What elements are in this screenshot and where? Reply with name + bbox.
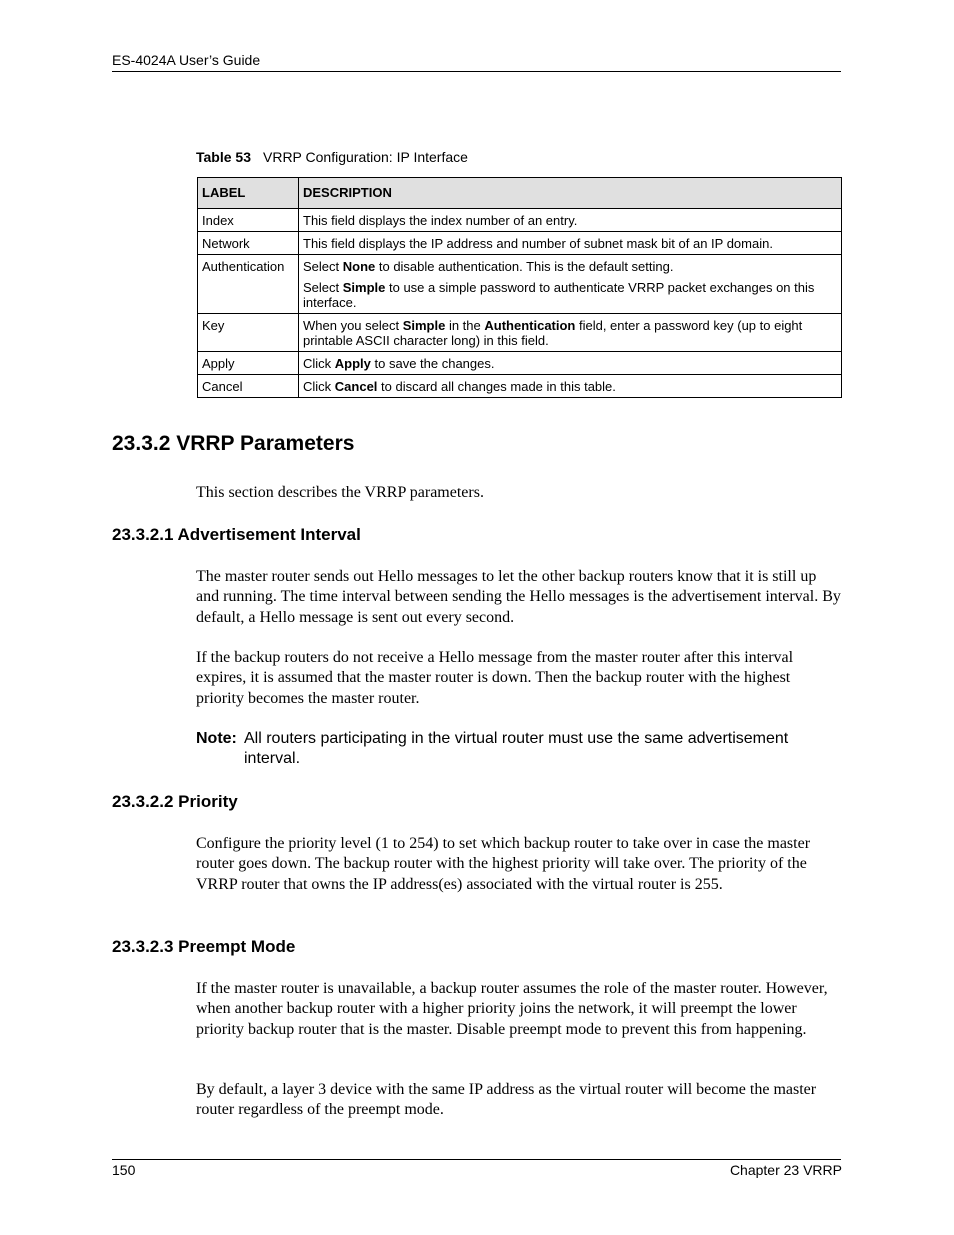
- running-header: ES-4024A User’s Guide: [112, 52, 261, 68]
- table-row: [198, 375, 842, 398]
- bold-term: Simple: [342, 280, 386, 295]
- note-label: Note:: [196, 730, 237, 747]
- chapter-title: Chapter 23 VRRP: [729, 1162, 842, 1178]
- column-header-description: DESCRIPTION: [299, 178, 842, 209]
- advertisement-heading: 23.3.2.1 Advertisement Interval: [112, 525, 361, 544]
- vrrp-ip-interface-table: [197, 177, 842, 398]
- table-row: [198, 232, 842, 255]
- row-description: [299, 255, 842, 314]
- row-description: [299, 375, 842, 398]
- text-run: to disable authentication. This is the default setting.: [375, 259, 674, 274]
- text-run: When you select: [303, 318, 403, 333]
- section-heading: 23.3.2 VRRP Parameters: [112, 432, 355, 455]
- footer-rule: [112, 1159, 841, 1160]
- row-description: This field displays the index number of an entry.: [299, 209, 842, 232]
- section-intro: This section describes the VRRP parameters.: [196, 484, 484, 501]
- preempt-paragraph-2: By default, a layer 3 device with the same IP address as the virtual router will become the master router regardless of the preempt mode.: [196, 1081, 817, 1119]
- text-run: field, enter a password key (up to eight printable ASCII character long) in this field.: [303, 318, 803, 348]
- bold-term: Simple: [402, 318, 446, 333]
- text-run: Select: [303, 259, 343, 274]
- table-row: [198, 314, 842, 352]
- text-run: Click: [303, 379, 335, 394]
- description-line: [303, 259, 837, 274]
- column-header-label: LABEL: [198, 178, 299, 209]
- text-run: Click: [303, 356, 335, 371]
- row-label: Authentication: [198, 255, 299, 314]
- text-run: Select: [303, 280, 343, 295]
- table-row: [198, 255, 842, 314]
- table-header-row: [198, 178, 842, 209]
- page-number: 150: [112, 1162, 136, 1178]
- preempt-paragraph-1: If the master router is unavailable, a backup router assumes the role of the master router. However, when another backup router with a higher priority joins the network, it will preempt the lower priority backup router that is the master. Disable preempt mode to prevent this from happening.: [196, 980, 828, 1038]
- advertisement-paragraph-1: The master router sends out Hello messages to let the other backup routers know that it is still up and running. The time interval between sending the Hello messages is the advertisement interval. By default, a Hello message is sent out every second.: [196, 568, 841, 626]
- text-run: to use a simple password to authenticate VRRP packet exchanges on this interface.: [303, 280, 815, 310]
- row-label: Index: [198, 209, 299, 232]
- table-caption-text: VRRP Configuration: IP Interface: [263, 149, 468, 165]
- description-line: [303, 280, 837, 310]
- bold-term: None: [342, 259, 376, 274]
- row-description: [299, 314, 842, 352]
- note-block: [196, 729, 842, 769]
- bold-term: Cancel: [334, 379, 378, 394]
- note-text: All routers participating in the virtual router must use the same advertisement interval.: [244, 730, 789, 767]
- row-description: This field displays the IP address and number of subnet mask bit of an IP domain.: [299, 232, 842, 255]
- text-run: to discard all changes made in this table.: [377, 379, 616, 394]
- table-caption-label: Table 53: [196, 149, 251, 165]
- priority-heading: 23.3.2.2 Priority: [112, 792, 238, 811]
- advertisement-paragraph-2: If the backup routers do not receive a Hello message from the master router after this interval expires, it is assumed that the master router is down. Then the backup router with the highest priority becomes the master router.: [196, 649, 794, 707]
- row-label: Network: [198, 232, 299, 255]
- bold-term: Apply: [334, 356, 371, 371]
- priority-paragraph: Configure the priority level (1 to 254) to set which backup router to take over in case the master router goes down. The backup router with the highest priority will take over. The priority of the VRRP router that owns the IP address(es) associated with the virtual router is 255.: [196, 835, 811, 893]
- table-row: [198, 352, 842, 375]
- row-label: Apply: [198, 352, 299, 375]
- row-label: Cancel: [198, 375, 299, 398]
- header-rule: [112, 71, 841, 72]
- preempt-heading: 23.3.2.3 Preempt Mode: [112, 937, 296, 956]
- table-caption: [196, 149, 468, 165]
- bold-term: Authentication: [484, 318, 576, 333]
- row-label: Key: [198, 314, 299, 352]
- text-run: in the: [445, 318, 485, 333]
- text-run: to save the changes.: [370, 356, 495, 371]
- table-row: [198, 209, 842, 232]
- row-description: [299, 352, 842, 375]
